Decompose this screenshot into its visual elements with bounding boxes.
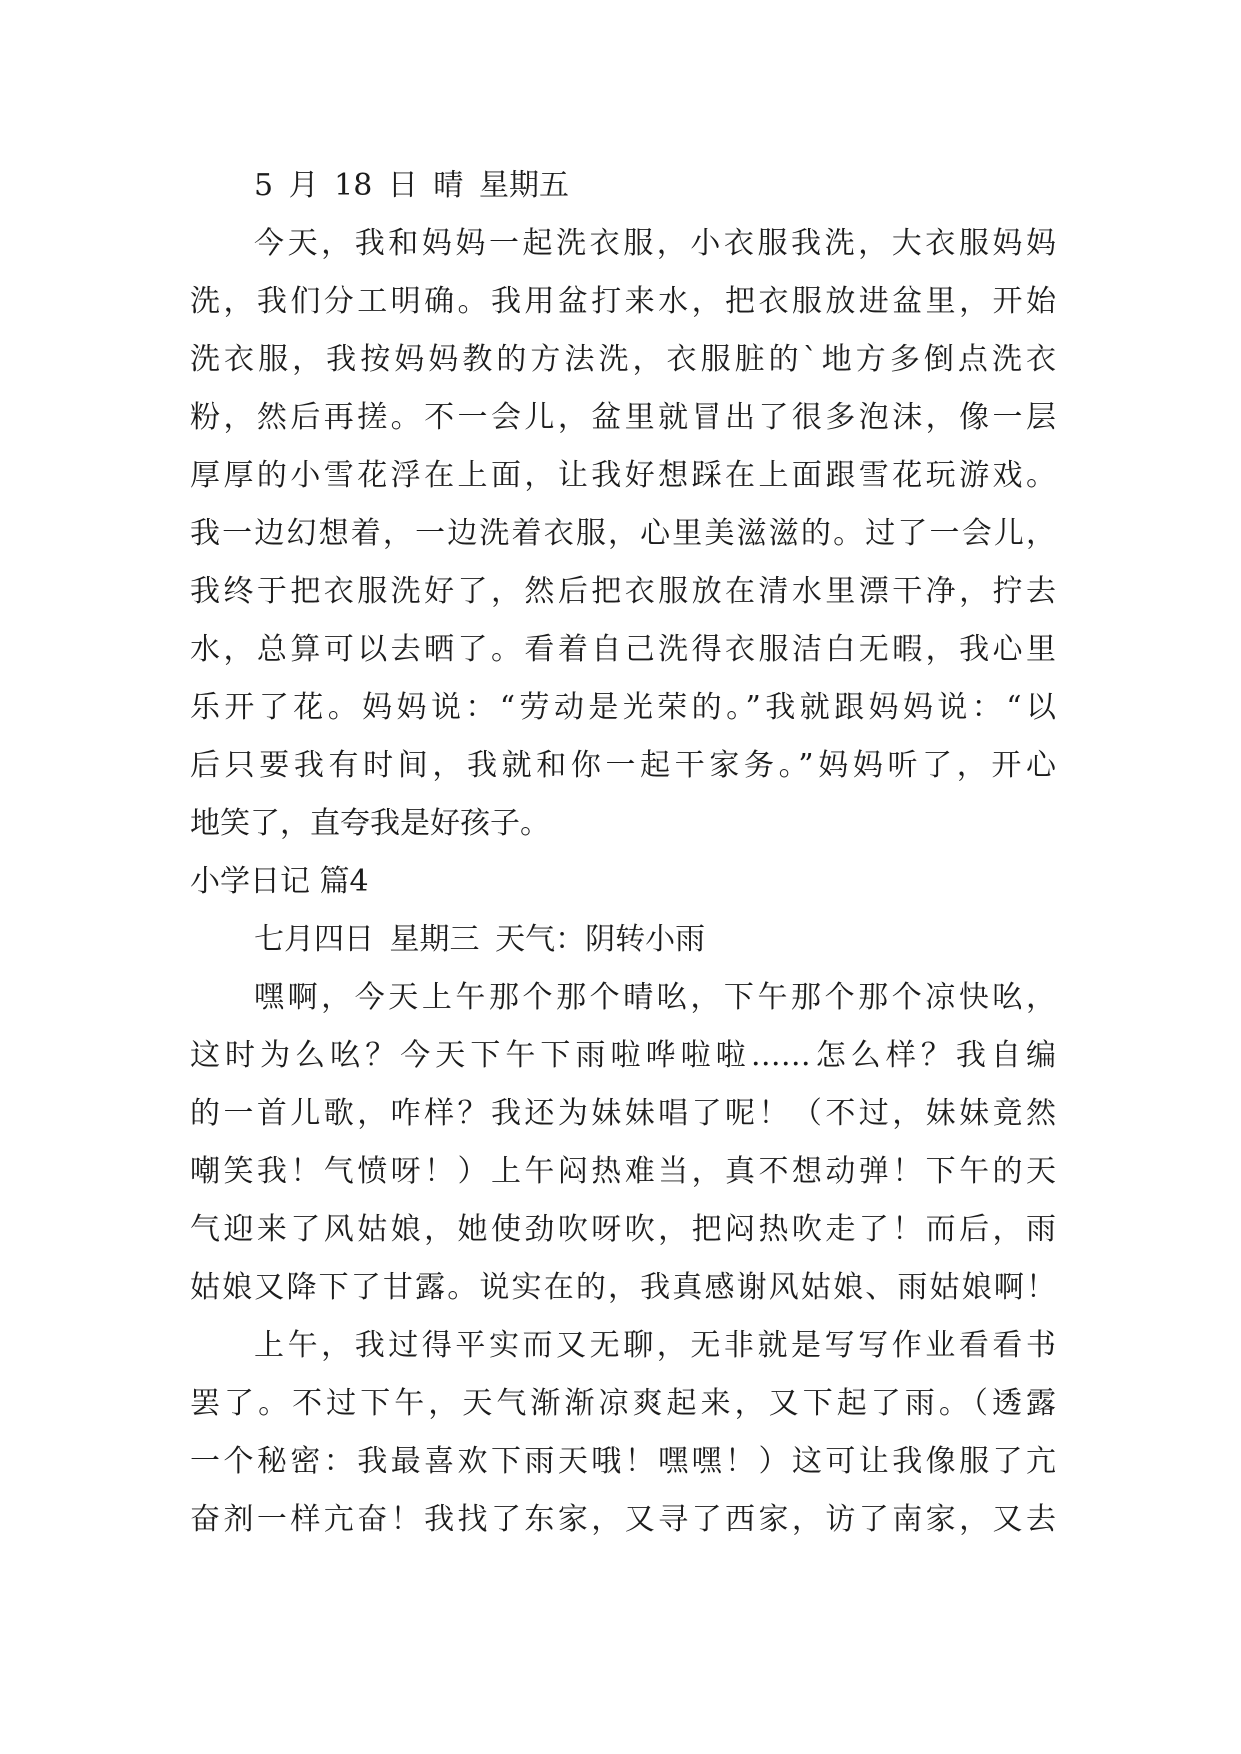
paragraph-line: 洗，我们分工明确。我用盆打来水，把衣服放进盆里，开始 xyxy=(190,284,1056,319)
paragraph-line: 这时为么吆？今天下午下雨啦哗啦啦……怎么样？我自编 xyxy=(190,1038,1056,1073)
paragraph-line: 我一边幻想着，一边洗着衣服，心里美滋滋的。过了一会儿， xyxy=(190,516,1056,551)
paragraph-line: 粉，然后再搓。不一会儿，盆里就冒出了很多泡沫，像一层 xyxy=(190,400,1056,435)
paragraph-line: 我终于把衣服洗好了，然后把衣服放在清水里漂干净，拧去 xyxy=(190,574,1056,609)
paragraph-line: 一个秘密：我最喜欢下雨天哦！嘿嘿！）这可让我像服了亢 xyxy=(190,1444,1056,1479)
paragraph-line: 上午，我过得平实而又无聊，无非就是写写作业看看书 xyxy=(254,1328,1056,1363)
entry-paragraph xyxy=(190,1317,1056,1549)
entry-date-line: 七月四日 星期三 天气：阴转小雨 xyxy=(254,922,706,957)
paragraph-line: 水，总算可以去晒了。看着自己洗得衣服洁白无暇，我心里 xyxy=(190,632,1056,667)
paragraph-line: 气迎来了风姑娘，她使劲吹呀吹，把闷热吹走了！而后，雨 xyxy=(190,1212,1056,1247)
entry-date-line: 5 月 18 日 晴 星期五 xyxy=(254,168,569,203)
paragraph-line: 罢了。不过下午，天气渐渐凉爽起来，又下起了雨。（透露 xyxy=(190,1386,1056,1421)
paragraph-line: 姑娘又降下了甘露。说实在的，我真感谢风姑娘、雨姑娘啊！ xyxy=(190,1270,1056,1305)
paragraph-line: 后只要我有时间，我就和你一起干家务。”妈妈听了，开心 xyxy=(190,748,1056,783)
paragraph-line: 洗衣服，我按妈妈教的方法洗，衣服脏的`地方多倒点洗衣 xyxy=(190,342,1056,377)
entry-paragraph xyxy=(190,215,1056,853)
section-heading: 小学日记 篇4 xyxy=(190,864,369,899)
paragraph-line: 地笑了，直夸我是好孩子。 xyxy=(190,806,550,841)
document-body xyxy=(190,157,1056,1549)
paragraph-line: 厚厚的小雪花浮在上面，让我好想踩在上面跟雪花玩游戏。 xyxy=(190,458,1056,493)
entry-paragraph xyxy=(190,969,1056,1317)
paragraph-line: 今天，我和妈妈一起洗衣服，小衣服我洗，大衣服妈妈 xyxy=(254,226,1056,261)
paragraph-line: 的一首儿歌，咋样？我还为妹妹唱了呢！（不过，妹妹竟然 xyxy=(190,1096,1056,1131)
paragraph-line: 嘲笑我！气愤呀！）上午闷热难当，真不想动弹！下午的天 xyxy=(190,1154,1056,1189)
paragraph-line: 嘿啊，今天上午那个那个晴吆，下午那个那个凉快吆， xyxy=(254,980,1056,1015)
paragraph-line: 乐开了花。妈妈说：“劳动是光荣的。”我就跟妈妈说：“以 xyxy=(190,690,1056,725)
paragraph-line: 奋剂一样亢奋！我找了东家，又寻了西家，访了南家，又去 xyxy=(190,1502,1056,1537)
